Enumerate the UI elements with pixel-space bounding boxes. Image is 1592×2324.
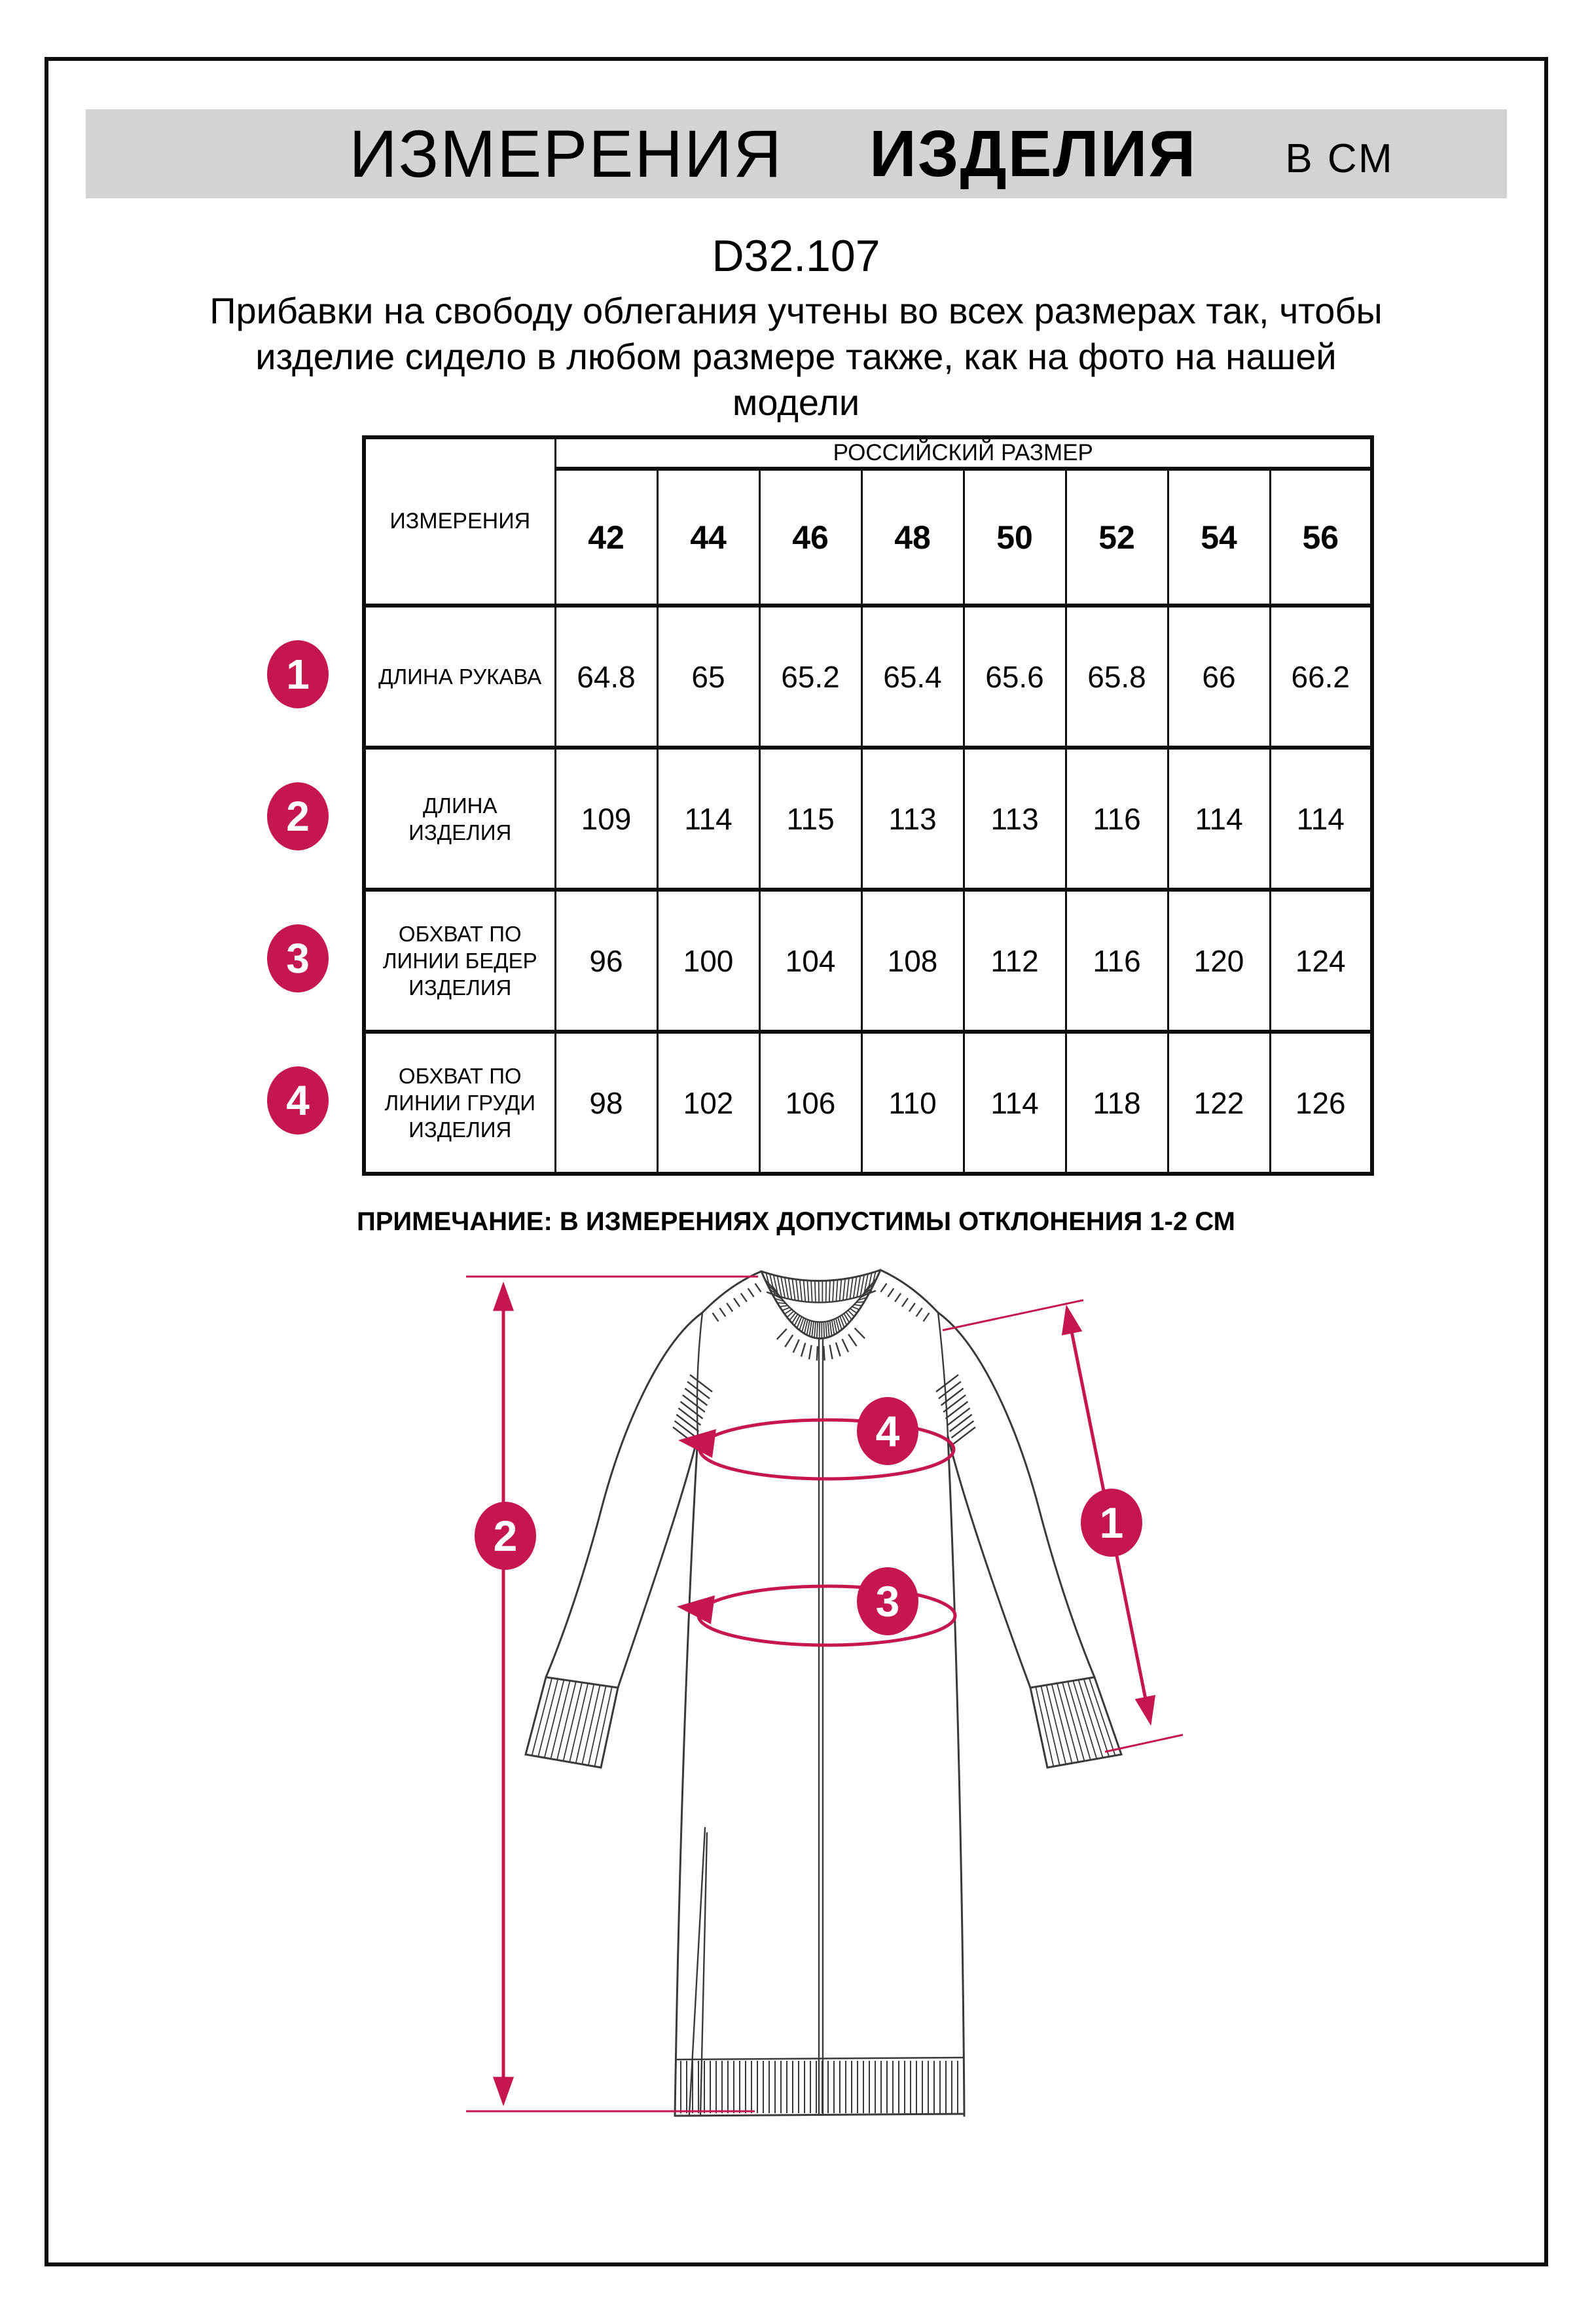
right-sleeve-inner [948, 1436, 1030, 1688]
body-right-side [948, 1436, 964, 2116]
side-slit [689, 1828, 705, 2115]
value-cell: 100 [657, 890, 759, 1032]
value-cell: 122 [1168, 1032, 1270, 1174]
right-cuff-ribbing [1030, 1677, 1121, 1768]
value-cell: 109 [555, 748, 657, 890]
value-cell: 113 [861, 748, 964, 890]
table-header-measurements: ИЗМЕРЕНИЯ [364, 437, 555, 606]
left-sleeve-inner [618, 1436, 698, 1688]
size-cell: 54 [1168, 469, 1270, 606]
value-cell: 114 [1168, 748, 1270, 890]
row-label-line: ЛИНИИ ГРУДИ [384, 1091, 536, 1115]
page-title-unit: В СМ [1285, 136, 1394, 181]
row-label-line: ЛИНИИ БЕДЕР [382, 949, 537, 973]
value-cell: 66.2 [1270, 606, 1372, 748]
value-cell: 124 [1270, 890, 1372, 1032]
value-cell: 116 [1066, 890, 1168, 1032]
diagram-badge-4-label: 4 [875, 1407, 900, 1455]
row-marker-1-badge: 1 [267, 640, 329, 708]
value-cell: 126 [1270, 1032, 1372, 1174]
row-label-line: ОБХВАТ ПО [398, 922, 522, 946]
hem-band-top [678, 2058, 963, 2060]
left-cuff-ribbing [526, 1677, 618, 1768]
value-cell: 114 [657, 748, 759, 890]
value-cell: 110 [861, 1032, 964, 1174]
size-cell: 56 [1270, 469, 1372, 606]
diagram-badge-1-label: 1 [1099, 1498, 1124, 1547]
diagram-badge-2-label: 2 [493, 1512, 518, 1560]
fit-description-line: Прибавки на свободу облегания учтены во всех размерах так, чтобы [209, 290, 1383, 331]
table-header-russian-size: РОССИЙСКИЙ РАЗМЕР [555, 437, 1372, 469]
value-cell: 98 [555, 1032, 657, 1174]
left-sleeve-outer [546, 1313, 702, 1677]
size-cell: 48 [861, 469, 964, 606]
value-cell: 96 [555, 890, 657, 1032]
value-cell: 108 [861, 890, 964, 1032]
value-cell: 118 [1066, 1032, 1168, 1174]
diagram-badge-3-label: 3 [875, 1577, 900, 1625]
value-cell: 114 [964, 1032, 1066, 1174]
measurement-annotations [466, 1277, 1183, 2111]
size-cell: 42 [555, 469, 657, 606]
value-cell: 65 [657, 606, 759, 748]
sleeve-extension-line-top [943, 1300, 1083, 1330]
row-marker-3-badge: 3 [267, 924, 329, 992]
value-cell: 120 [1168, 890, 1270, 1032]
size-cell: 50 [964, 469, 1066, 606]
row-label-line: ИЗДЕЛИЯ [408, 820, 512, 844]
value-cell: 66 [1168, 606, 1270, 748]
row-label-line: ИЗДЕЛИЯ [408, 1117, 512, 1142]
size-cell: 52 [1066, 469, 1168, 606]
value-cell: 116 [1066, 748, 1168, 890]
row-label-line: ДЛИНА РУКАВА [378, 664, 542, 689]
value-cell: 65.2 [759, 606, 861, 748]
row-label-line: ОБХВАТ ПО [398, 1064, 522, 1088]
value-cell: 114 [1270, 748, 1372, 890]
fit-description-line: изделие сидело в любом размере также, как на фото на нашей [255, 336, 1337, 377]
neckline-stitch-marks [777, 1328, 865, 1361]
value-cell: 64.8 [555, 606, 657, 748]
right-underarm-hatching [936, 1375, 975, 1444]
garment-sketch [526, 1270, 1121, 2116]
value-cell: 112 [964, 890, 1066, 1032]
size-cell: 46 [759, 469, 861, 606]
row-label-line: ИЗДЕЛИЯ [408, 975, 512, 1000]
row-marker-4-badge: 4 [267, 1066, 329, 1135]
product-code: D32.107 [712, 231, 880, 281]
value-cell: 106 [759, 1032, 861, 1174]
tolerance-note: ПРИМЕЧАНИЕ: В ИЗМЕРЕНИЯХ ДОПУСТИМЫ ОТКЛОНЕНИЯ 1-2 СМ [357, 1207, 1235, 1236]
value-cell: 104 [759, 890, 861, 1032]
row-label-line: ДЛИНА [422, 793, 497, 818]
hem-bottom-edge [675, 2114, 964, 2116]
right-sleeve-outer [938, 1313, 1094, 1677]
value-cell: 115 [759, 748, 861, 890]
page-title-secondary: ИЗДЕЛИЯ [869, 117, 1197, 191]
collar-back-top [761, 1270, 880, 1281]
value-cell: 65.8 [1066, 606, 1168, 748]
size-cell: 44 [657, 469, 759, 606]
fit-description-line: модели [732, 382, 860, 423]
value-cell: 113 [964, 748, 1066, 890]
value-cell: 102 [657, 1032, 759, 1174]
row-marker-2-badge: 2 [267, 782, 329, 850]
page-title: ИЗМЕРЕНИЯ [349, 116, 783, 191]
right-shoulder-stitch-marks [881, 1284, 930, 1322]
left-shoulder-stitch-marks [713, 1284, 761, 1322]
right-shoulder-seam [880, 1270, 938, 1313]
value-cell: 65.4 [861, 606, 964, 748]
hip-girth-arrowhead [677, 1595, 715, 1624]
value-cell: 65.6 [964, 606, 1066, 748]
